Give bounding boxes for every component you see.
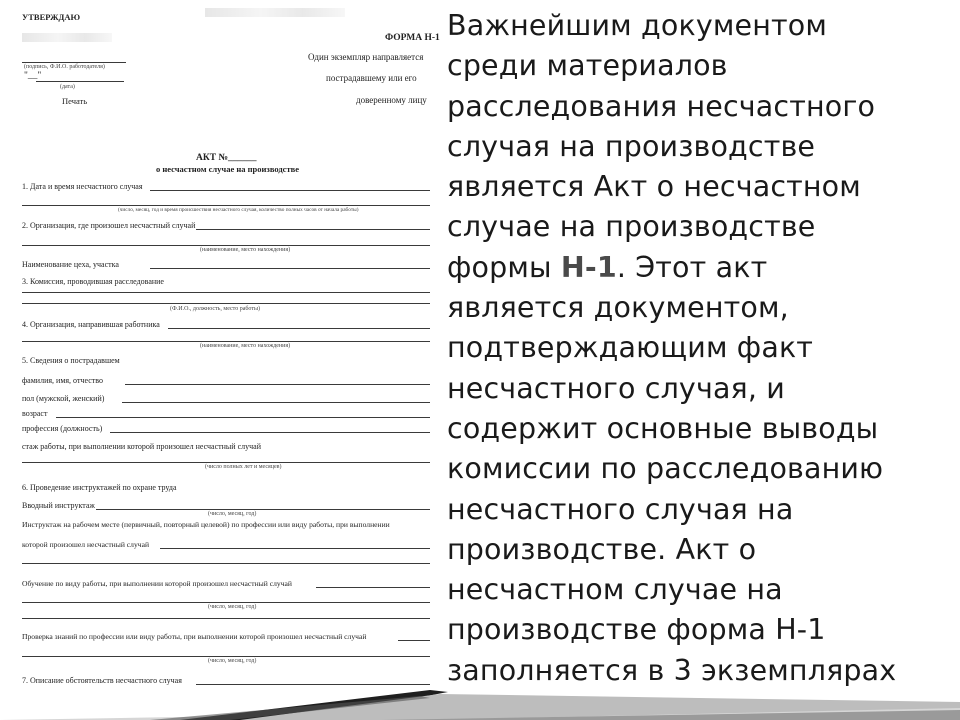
field-line — [22, 245, 430, 246]
field-line — [22, 341, 430, 342]
field-line — [56, 417, 430, 418]
item-5-caption: (число полных лет и месяцев) — [205, 464, 282, 470]
intro-caption: (число, месяц, год) — [208, 511, 257, 517]
field-line — [22, 292, 430, 293]
approve-stamp: УТВЕРЖДАЮ — [22, 12, 81, 22]
field-line — [22, 618, 430, 619]
field-age: возраст — [22, 409, 48, 418]
item-6: 6. Проведение инструктажей по охране труда — [22, 483, 177, 492]
field-line — [160, 548, 430, 549]
date-line — [36, 81, 124, 82]
copy-note-3: доверенному лицу — [356, 95, 427, 105]
form-n1-scan — [0, 0, 445, 700]
field-experience: стаж работы, при выполнении которой произошел несчастный случай — [22, 442, 261, 451]
field-line — [316, 587, 430, 588]
field-line — [22, 563, 430, 564]
item-4: 4. Организация, направившая работника — [22, 320, 160, 329]
act-title: АКТ №______ — [196, 153, 257, 163]
item-2-shop: Наименование цеха, участка — [22, 260, 119, 269]
field-name: фамилия, имя, отчество — [22, 376, 103, 385]
field-sex: пол (мужской, женский) — [22, 394, 105, 403]
seal-label: Печать — [62, 96, 88, 106]
field-line — [196, 684, 430, 685]
item-7: 7. Описание обстоятельств несчастного случая — [22, 676, 182, 685]
field-profession: профессия (должность) — [22, 424, 103, 433]
item-3: 3. Комиссия, проводившая расследование — [22, 277, 164, 286]
field-line — [96, 509, 430, 510]
field-line — [22, 602, 430, 603]
decorative-ribbon — [0, 686, 960, 720]
field-line — [196, 229, 430, 230]
act-subtitle: о несчастном случае на производстве — [156, 164, 299, 174]
signature-line — [22, 62, 126, 63]
field-line — [122, 402, 430, 403]
body-text-part2: . Этот акт является документом, подтверждающим факт несчастного случая, и содержит основные выводы комиссии по расследованию несчастного случая на производстве. Акт о несчастном случае на производстве форма Н-1 заполняется в 3 экземплярах — [447, 250, 897, 687]
field-line — [22, 205, 430, 206]
signature-caption: (подпись, Ф.И.О. работодателя) — [24, 64, 105, 70]
date-caption: (дата) — [60, 84, 75, 90]
form-code-highlight: Н-1 — [560, 250, 617, 284]
item-1-caption: (число, месяц, год и время происшествия несчастного случая, количество полных часов от начала работы) — [118, 207, 359, 213]
item-5: 5. Сведения о пострадавшем — [22, 356, 120, 365]
field-line — [22, 462, 430, 463]
copy-note-1: Один экземпляр направляется — [308, 52, 424, 62]
item-1: 1. Дата и время несчастного случая — [22, 182, 143, 191]
form-number: ФОРМА Н-1 — [385, 33, 440, 43]
item-3-caption: (Ф.И.О., должность, место работы) — [170, 306, 261, 312]
copy-note-2: пострадавшему или его — [326, 73, 417, 83]
field-line — [150, 268, 430, 269]
field-line — [168, 328, 430, 329]
knowledge-check: Проверка знаний по профессии или виду работы, при выполнении которой произошел несчастный случай — [22, 632, 367, 641]
field-line — [22, 656, 430, 657]
field-line — [110, 432, 430, 433]
intro-briefing: Вводный инструктаж — [22, 501, 95, 510]
slide-body-text — [447, 6, 957, 691]
item-2: 2. Организация, где произошел несчастный случай — [22, 221, 196, 230]
field-line — [125, 384, 430, 385]
training-caption: (число, месяц, год) — [208, 604, 257, 610]
body-text-part1: Важнейшим документом среди материалов расследования несчастного случая на производстве является Акт о несчастном случае на производстве формы — [447, 9, 876, 284]
item-2-caption: (наименование, место нахождения) — [200, 247, 291, 253]
work-training: Обучение по виду работы, при выполнении которой произошел несчастный случай — [22, 579, 292, 588]
workplace-briefing-1: Инструктаж на рабочем месте (первичный, повторный целевой) по профессии или виду работы, при выполнении — [22, 520, 390, 529]
field-line — [150, 190, 430, 191]
workplace-briefing-2: которой произошел несчастный случай — [22, 540, 150, 549]
field-line — [398, 640, 430, 641]
field-line — [22, 303, 430, 304]
item-4-caption: (наименование, место нахождения) — [200, 343, 291, 349]
faded-header — [205, 8, 345, 17]
check-caption: (число, месяц, год) — [208, 658, 257, 664]
faded-signature — [22, 33, 112, 42]
date-quote: "__" — [24, 71, 42, 81]
